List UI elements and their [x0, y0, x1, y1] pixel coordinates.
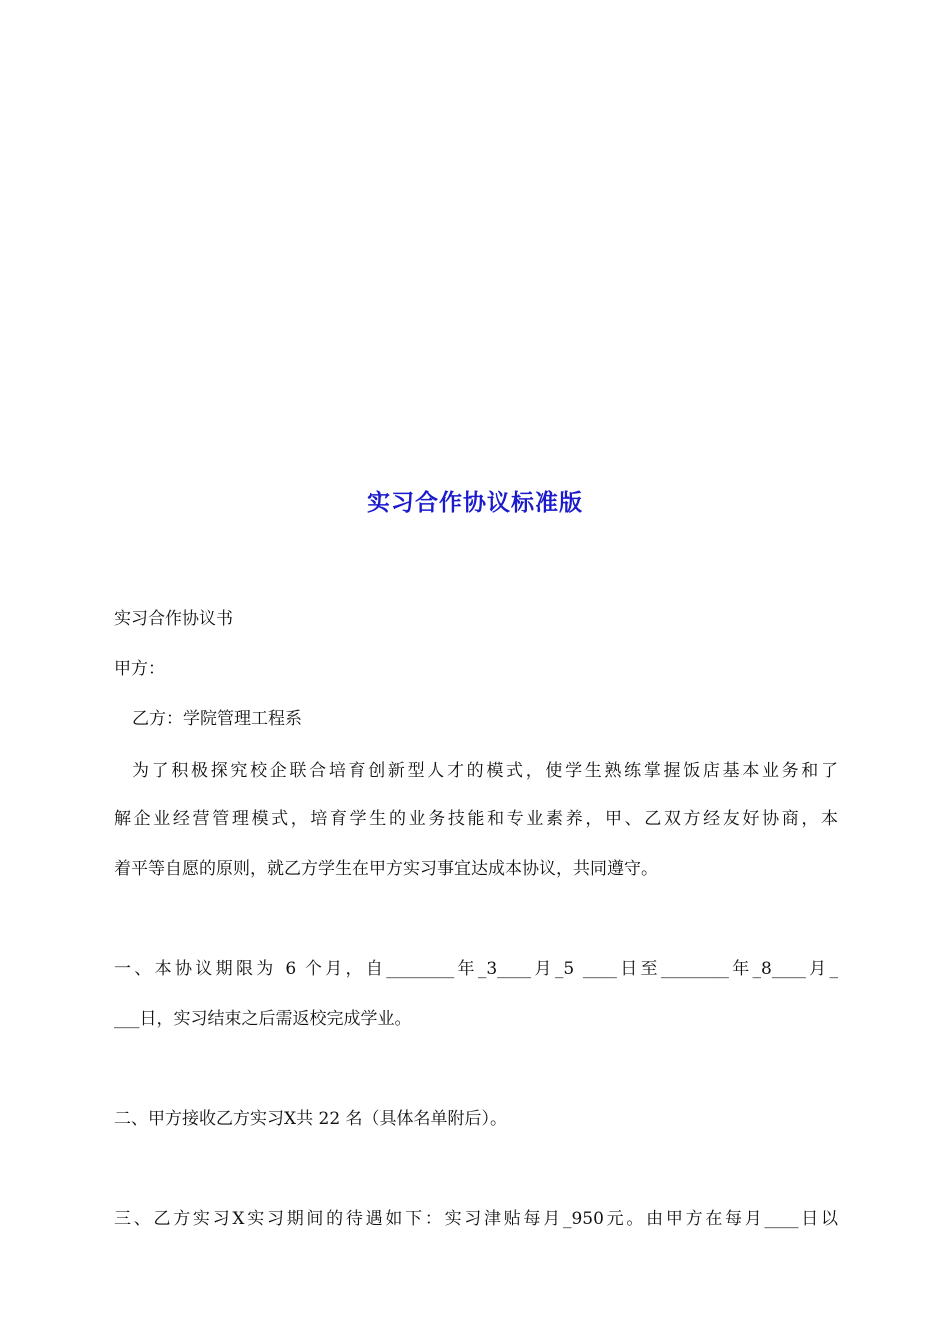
- document-title: 实习合作协议标准版: [367, 490, 583, 516]
- agreement-heading: 实习合作协议书: [114, 609, 233, 629]
- clause-1-line-2: ___日，实习结束之后需返校完成学业。: [114, 1009, 412, 1029]
- intro-line-2: 解企业经营管理模式，培育学生的业务技能和专业素养，甲、乙双方经友好协商，本: [114, 809, 838, 829]
- intro-line-3: 着平等自愿的原则，就乙方学生在甲方实习事宜达成本协议，共同遵守。: [114, 859, 658, 879]
- clause-3-line-1: 三、乙方实习X实习期间的待遇如下：实习津贴每月_950元。由甲方在每月____日以: [114, 1209, 838, 1229]
- party-a-line: 甲方：: [114, 659, 165, 679]
- clause-1-line-1: 一、本协议期限为 6 个月，自________年_3____月_5 ____日至________年_8____月_: [114, 959, 838, 979]
- intro-line-1: 为了积极探究校企联合培育创新型人才的模式，使学生熟练掌握饭店基本业务和了: [132, 761, 838, 781]
- clause-2-line: 二、甲方接收乙方实习X共 22 名（具体名单附后）。: [114, 1109, 508, 1129]
- party-b-line: 乙方：学院管理工程系: [132, 709, 302, 729]
